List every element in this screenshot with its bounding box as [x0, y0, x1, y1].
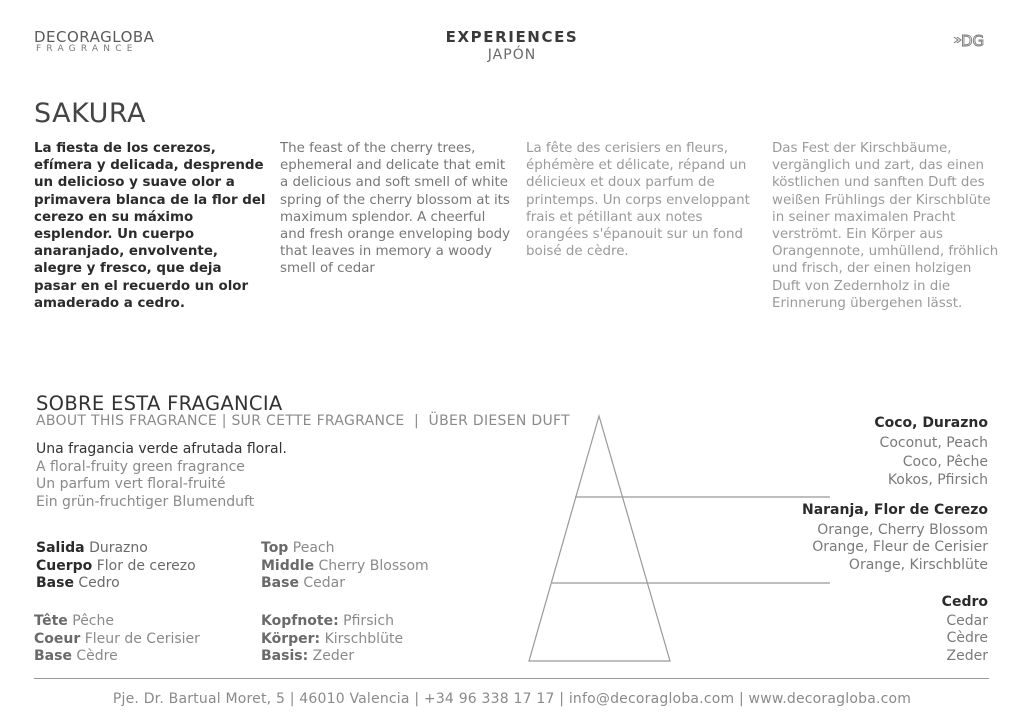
- footer-divider: [34, 678, 989, 679]
- pyramid-heading: Coco, Durazno: [874, 415, 988, 431]
- note-row: Coeur Fleur de Cerisier: [34, 630, 200, 647]
- description-fr: La fête des cerisiers en fleurs, éphémère et délicate, répand un délicieux et doux parfum de printemps. Un corps enveloppant frais et pétillant aux notes orangées s'épanouit sur un fond boisé de cèdre.: [526, 141, 750, 260]
- dg-logo-icon: [952, 30, 992, 50]
- about-title: SOBRE ESTA FRAGANCIA: [36, 392, 283, 415]
- about-subtitle: ABOUT THIS FRAGRANCE | SUR CETTE FRAGRANCE | ÜBER DIESEN DUFT: [36, 413, 570, 429]
- pyramid-middle-notes: [728, 502, 988, 574]
- pyramid-line: Orange, Kirschblüte: [848, 556, 988, 573]
- note-row: Base Cedar: [261, 575, 346, 591]
- pyramid-base-notes: [728, 594, 988, 665]
- notes-de: [261, 613, 403, 666]
- description-es: La fiesta de los cerezos, efímera y delicada, desprende un delicioso y suave olor a primavera blanca de la flor del cerezo en su máximo esplendor. Un cuerpo anaranjado, envolvente, alegre y fresco, que deja pasar en el recuerdo un olor amaderado a cedro.: [34, 141, 266, 311]
- note-row: Salida Durazno: [36, 540, 148, 556]
- about-line: Un parfum vert floral-fruité: [36, 476, 226, 492]
- pyramid-line: Cedar: [946, 612, 988, 629]
- note-row: Base Cèdre: [34, 648, 118, 664]
- pyramid-line: Cèdre: [946, 630, 988, 646]
- about-line: Una fragancia verde afrutada floral.: [36, 441, 287, 457]
- description-de: Das Fest der Kirschbäume, vergänglich und zart, das einen köstlichen und sanften Duft des weißen Frühlings der Kirschblüte in seiner maximalen Pracht verströmt. Ein Körper aus Orangennote, umhüllend, fröhlich und frisch, der einen holzigen Duft von Zedernholz in die Erinnerung übergehen lässt.: [772, 141, 999, 311]
- header-title: EXPERIENCES: [445, 28, 579, 46]
- pyramid-top-notes: [728, 415, 988, 489]
- note-row: Kopfnote: Pfirsich: [261, 613, 394, 629]
- notes-es: [36, 540, 196, 593]
- note-row: Körper: Kirschblüte: [261, 630, 404, 647]
- notes-fr: [34, 613, 200, 666]
- brand-tagline: FRAGRANCE: [36, 44, 138, 54]
- pyramid-line: Orange, Cherry Blossom: [817, 521, 988, 538]
- note-row: Base Cedro: [36, 575, 120, 591]
- pyramid-line: Kokos, Pfirsich: [887, 471, 988, 488]
- note-row: Top Peach: [261, 540, 335, 556]
- header-subtitle: JAPÓN: [487, 47, 537, 63]
- pyramid-heading: Cedro: [941, 594, 988, 610]
- note-row: Middle Cherry Blossom: [261, 557, 429, 574]
- pyramid-line: Coco, Pêche: [902, 454, 988, 470]
- note-row: Cuerpo Flor de cerezo: [36, 557, 196, 574]
- about-line: Ein grün-fruchtiger Blumenduft: [36, 493, 255, 510]
- dg-logo-text: DG: [961, 32, 985, 50]
- notes-en: [261, 540, 429, 593]
- note-row: Tête Pêche: [34, 613, 114, 629]
- pyramid-line: Orange, Fleur de Cerisier: [812, 539, 988, 555]
- pyramid-line: Zeder: [946, 647, 988, 664]
- pyramid-heading: Naranja, Flor de Cerezo: [801, 502, 988, 518]
- pyramid-line: Coconut, Peach: [879, 434, 988, 451]
- note-row: Basis: Zeder: [261, 648, 355, 664]
- about-lines: [36, 441, 287, 511]
- fragrance-title: SAKURA: [34, 98, 146, 129]
- description-en: The feast of the cherry trees, ephemeral and delicate that emit a delicious and soft smell of white spring of the cherry blossom at its maximum splendor. A cheerful and fresh orange enveloping body that leaves in memory a woody smell of cedar: [280, 141, 511, 277]
- about-line: A floral-fruity green fragrance: [36, 458, 245, 475]
- brand-logo: DECORAGLOBA: [34, 28, 155, 46]
- footer-contact: Pje. Dr. Bartual Moret, 5 | 46010 Valencia | +34 96 338 17 17 | info@decoragloba.com | www.decoragloba.com: [112, 691, 912, 707]
- pyramid-outline: [529, 416, 670, 661]
